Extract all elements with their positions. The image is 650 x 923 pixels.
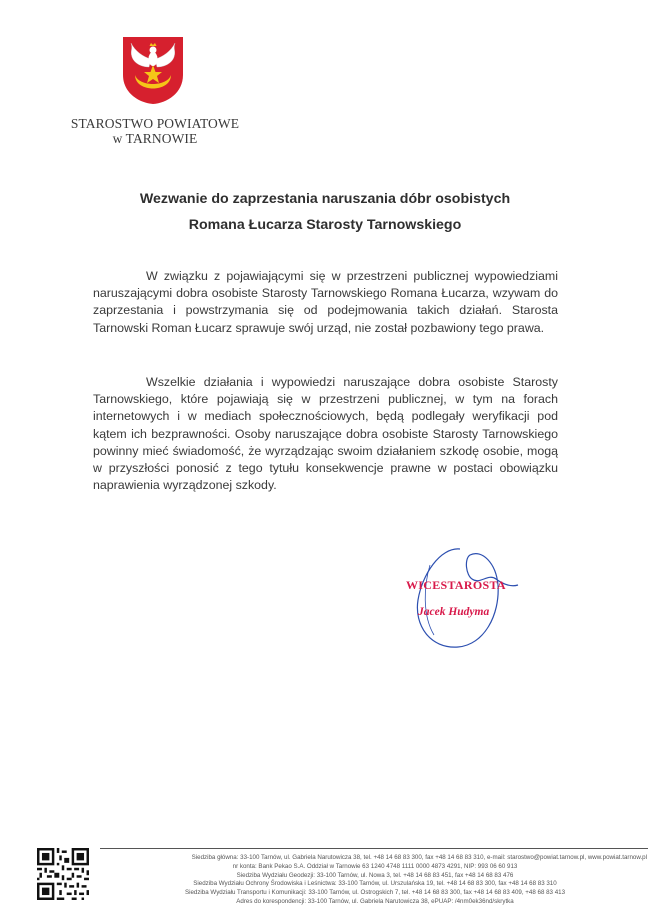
document-title-line1: Wezwanie do zaprzestania naruszania dóbr osobistych xyxy=(139,191,511,207)
footer-line-transport: Siedziba Wydziału Transportu i Komunikacji: 33-100 Tarnów, ul. Ostrogskich 7, tel. +48 14 68 83 300, fax +48 14 68 83 409, +48 68 83 413 xyxy=(184,889,566,897)
eagle-body xyxy=(149,52,158,66)
footer-line-bank: nr konta: Bank Pekao S.A. Oddział w Tarnowie 63 1240 4748 1111 0000 4873 4291, NIP: 993 06 60 913 xyxy=(232,862,518,870)
document-title-line2: Romana Łucarza Starosty Tarnowskiego xyxy=(188,217,462,233)
footer-line-correspondence: Adres do korespondencji: 33-100 Tarnów, ul. Gabriela Narutowicza 38, ePUAP: /4nm0ek36nd/skrytka xyxy=(236,897,514,905)
org-name-line1: STAROSTWO POWIATOWE xyxy=(70,116,240,131)
footer-line-main-office: Siedziba główna: 33-100 Tarnów, ul. Gabriela Narutowicza 38, tel. +48 14 68 83 300, fax +48 14 68 83 310, e-mail: starostwo@powiat.tarnow.pl, www.powiat.tarnow.pl xyxy=(191,854,647,861)
paragraph-1-text: W związku z pojawiającymi się w przestrzeni publicznej wypowiedziami naruszającymi dobra osobiste Starosty Tarnowskiego Romana Łucarza, wzywam do zaprzestania i powstrzymania się od podejmowania takich działań. Starosta Tarnowski Roman Łucarz sprawuje swój urząd, nie został pozbawiony tego prawa. xyxy=(93,269,558,335)
stamp-title: WICESTAROSTA xyxy=(406,578,506,592)
eagle-head xyxy=(150,47,157,54)
qr-code-icon xyxy=(37,848,89,900)
signature-block xyxy=(400,545,550,655)
org-name-line2: w TARNOWIE xyxy=(112,131,198,146)
footer-divider xyxy=(100,848,648,849)
organization-name xyxy=(60,116,250,146)
footer-contact-info xyxy=(100,854,650,907)
handwritten-signature-icon xyxy=(400,545,550,655)
stamp-name: Jacek Hudyma xyxy=(418,606,490,618)
footer-line-geodesy: Siedziba Wydziału Geodezji: 33-100 Tarnów, ul. Nowa 3, tel. +48 14 68 83 451, fax +48 14 68 83 476 xyxy=(236,871,514,879)
coat-of-arms-emblem xyxy=(121,35,185,105)
body-paragraph-1 xyxy=(93,268,558,337)
paragraph-2-text: Wszelkie działania i wypowiedzi naruszające dobra osobiste Starosty Tarnowskiego, które pojawiają się w przestrzeni publicznej, w tym na forach internetowych i w mediach społecznościowych, będą podlegały weryfikacji pod kątem ich bezprawności. Osoby naruszające dobra osobiste Starosty Tarnowskiego powinny mieć świadomość, że wyrządzając swoim działaniem szkodę osobie, mogą w przyszłości ponosić z tego tytułu konsekwencje prawne w postaci obowiązku naprawienia wyrządzonej szkody. xyxy=(93,375,558,493)
footer-line-environment: Siedziba Wydziału Ochrony Środowiska i Leśnictwa: 33-100 Tarnów, ul. Urszulańska 19, tel. +48 14 68 83 300, fax +48 14 68 83 310 xyxy=(193,880,557,888)
body-paragraph-2 xyxy=(93,374,558,494)
